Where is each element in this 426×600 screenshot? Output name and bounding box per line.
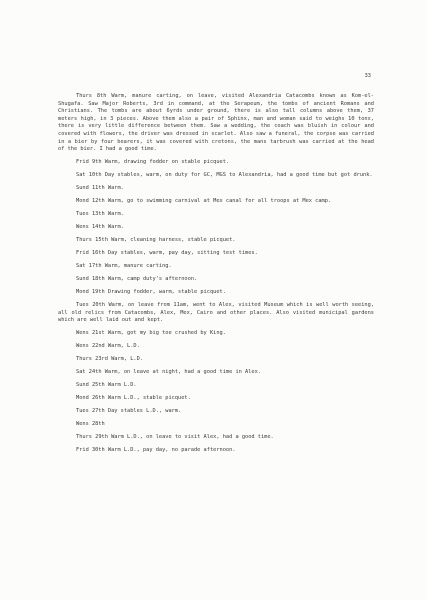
diary-paragraph: Thurs 8th Warm, manure carting, on leave, visited Alexandria Catacombs known as Kom-el-Shugafa. Saw Major Roberts, 3rd in command, at the Serapeum, the tombs of ancient Romans and Christians. The tombs are about 6yrds under ground, there is also tall columns above them, 37 meters high, in 3 pieces. Above them also a pair of Sphinx, man and woman said to weighs 10 tons, there is very little difference between them. Saw a wedding, the coach was bluish in colour and covered with flowers, the driver was dressed in scarlet. Also saw a funeral, the corpse was carried in a bier by four bearers, it was covered with cretons, the mans tarbrush was carried at the head of the bier. I had a good time.	[58, 93, 374, 153]
diary-entry: Sund 25th Warm L.D.	[76, 382, 137, 389]
diary-entry: Sat 17th Warm, manure carting.	[76, 263, 172, 270]
diary-entry: Sund 11th Warm.	[76, 185, 124, 192]
diary-entry: Mond 19th Drawing fodder, warm, stable picquet.	[76, 288, 226, 295]
diary-entry: Sund 18th Warm, camp duty's afternoon.	[76, 276, 198, 282]
diary-entry: Thurs 23rd Warm, L.D.	[76, 356, 143, 363]
diary-entry: Frid 9th Warm, drawing fodder on stable picquet.	[76, 159, 230, 166]
diary-entry: Tues 20th Warm, on leave from 11am, went to Alex, visited Museum which is well worth seeing, all old relics from Catacombs, Alex, Mex, Cairo and other places. Also visited municipal gardens which are well laid out and kept.	[58, 301, 374, 324]
page-number: 33	[364, 73, 371, 79]
diary-entry: Mond 26th Warm L.D., stable picquet.	[76, 395, 191, 402]
diary-entry: Wens 14th Warm.	[76, 224, 124, 231]
diary-text-block	[58, 93, 374, 455]
diary-entry: Thurs 15th Warm, cleaning harness, stable picquet.	[76, 237, 236, 244]
diary-entry: Frid 16th Day stables, warm, pay day, sitting test times.	[76, 250, 258, 257]
diary-entry: Sat 24th Warm, on leave at night, had a good time in Alex.	[76, 369, 261, 376]
diary-entry: Sat 10th Day stables, warm, on duty for GC, MGS to Alexandria, had a good time but got drunk.	[76, 172, 373, 179]
diary-entry: Wens 21st Warm, got my big toe crushed by King.	[76, 330, 226, 337]
diary-entry: Wens 22nd Warm, L.D.	[76, 343, 140, 350]
diary-entry: Tues 27th Day stables L.D., warm.	[76, 408, 182, 415]
diary-entry: Tues 13th Warm.	[76, 211, 124, 218]
diary-entry: Frid 30th Warm L.D., pay day, no parade afternoon.	[76, 447, 236, 453]
diary-entry: Mond 12th Warm, go to swimming carnival at Mex canal for all troops at Mex camp.	[76, 198, 332, 205]
diary-entries	[58, 159, 374, 454]
diary-entry: Wens 28th	[76, 421, 105, 428]
diary-entry: Thurs 29th Warm L.D., on leave to visit Alex, had a good time.	[76, 434, 274, 441]
